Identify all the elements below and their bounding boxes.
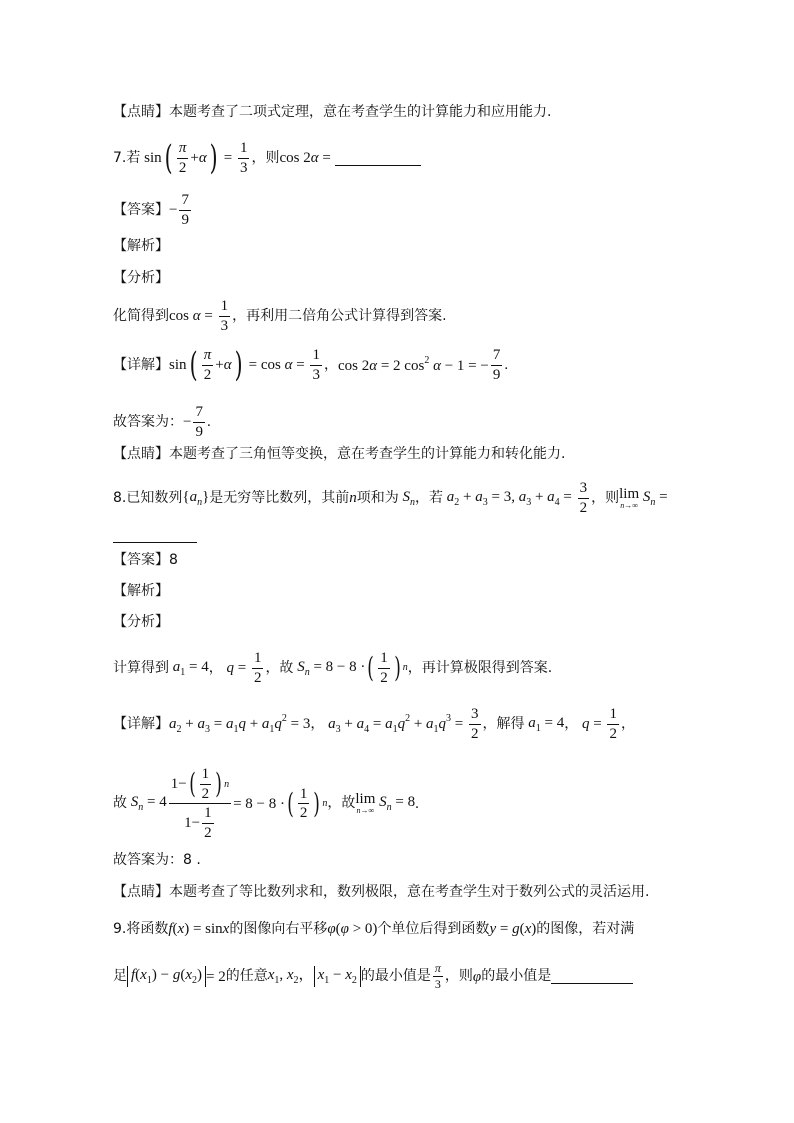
comma: ， — [564, 715, 579, 732]
frac-3-2: $\frac{3}{2}$ — [471, 706, 479, 742]
note-line-binomial — [113, 104, 694, 121]
rparen: ) — [393, 651, 401, 684]
frac-pi-2: $\frac{\pi}{2}$ — [203, 347, 212, 383]
period: . — [206, 414, 211, 430]
question-8 — [113, 480, 694, 516]
final-answer-8 — [113, 852, 694, 869]
detail-8 — [113, 706, 694, 742]
detail-7 — [113, 347, 694, 383]
lparen: ( — [367, 651, 375, 684]
q-eq: q = — [581, 716, 606, 732]
rparen: ) — [209, 138, 218, 178]
question-9-cont — [113, 962, 694, 991]
big-frac — [169, 766, 231, 841]
phi: φ(φ > 0) — [327, 921, 378, 937]
frac-1-2: $\frac{1}{2}$ — [380, 650, 388, 686]
a1-eq: $a_1 = 4$ — [528, 714, 565, 734]
an8-b: ，故 — [265, 659, 294, 676]
lparen: ( — [287, 786, 294, 820]
lparen: ( — [164, 138, 173, 178]
answer-blank[interactable] — [113, 528, 197, 543]
note-text: 【点睛】本题考查了二项式定理，意在考查学生的计算能力和应用能力. — [113, 104, 552, 120]
plus-alpha: +α — [190, 150, 207, 166]
analysis-label — [113, 238, 694, 255]
q7-then: ，则 — [251, 149, 280, 166]
answer-blank[interactable] — [551, 969, 633, 984]
minus: − — [183, 414, 192, 430]
answer-7 — [113, 192, 694, 228]
abs-expr: $f(x_1) - g(x_2)$ — [127, 966, 206, 987]
q8-c: 项和为 — [356, 489, 399, 506]
sin: sin — [169, 357, 187, 373]
sn-formula: $S_n = 8 - 8$ · — [297, 658, 366, 678]
q9-g: 的最小值是 — [360, 968, 431, 985]
eq2: $a_3 + a_4 = a_1q^2 + a_1q^3$ = — [328, 712, 467, 735]
q8-d: ，若 — [415, 489, 444, 506]
q8-a: 8.已知数列 — [113, 489, 183, 506]
fx: f(x) = sinx — [168, 921, 230, 937]
note-text: 【点睛】本题考查了三角恒等变换，意在考查学生的计算能力和转化能力. — [113, 446, 566, 462]
minus: − — [169, 202, 178, 218]
n: n — [349, 490, 357, 506]
sum-formula-8 — [113, 766, 694, 841]
q9-a: 9.将函数 — [113, 920, 169, 937]
frac-1-3: $\frac{1}{3}$ — [312, 347, 320, 383]
exp-n: n — [402, 662, 408, 673]
solve-text: ，解得 — [482, 715, 525, 732]
lparen: ( — [189, 345, 198, 385]
detail-label: 【详解】 — [113, 715, 169, 732]
q9-e: 足 — [113, 968, 127, 985]
sn-eq: $S_n$ = — [642, 488, 668, 508]
q8-e: ，则 — [591, 489, 620, 506]
analysis-8 — [113, 650, 694, 686]
answer-blank-line — [113, 528, 694, 543]
jiexi-text: 【解析】 — [113, 238, 169, 254]
eq-cos: = cos α = — [244, 357, 309, 373]
answer-blank[interactable] — [335, 151, 421, 166]
fenxi-label — [113, 270, 694, 287]
big-frac-den: 1− $\frac{1}{2}$ — [184, 805, 212, 841]
seq-an: $\{a_n\}$ — [182, 488, 210, 508]
frac-pi-2: $\frac{\pi}{2}$ — [178, 140, 187, 176]
question-7 — [113, 140, 694, 176]
eq-2: = 2 — [205, 968, 226, 985]
question-9 — [113, 920, 694, 938]
frac-3-2: $\frac{3}{2}$ — [579, 480, 588, 516]
frac-1-2: $\frac{1}{2}$ — [253, 650, 262, 686]
q9-h: ，则 — [444, 968, 473, 985]
comma: ， — [208, 659, 223, 676]
abs-diff: $x_1 - x_2$ — [314, 966, 361, 987]
gu2: ，故 — [327, 795, 356, 812]
an7-b: ，再利用二倍角公式计算得到答案. — [232, 307, 447, 324]
answer-label: 【答案】 — [113, 201, 169, 218]
answer-8 — [113, 552, 694, 569]
q9-b: 的图像向右平移 — [229, 920, 328, 937]
q7-equation: sin — [140, 150, 162, 166]
frac-7-9: $\frac{7}{9}$ — [492, 347, 501, 383]
q9-c: 个单位后得到函数 — [377, 920, 490, 937]
gx: y = g(x) — [489, 921, 537, 937]
eq-8: = 8 − 8 · — [233, 795, 285, 812]
note-line-trig — [113, 446, 694, 463]
comma: ， — [310, 715, 325, 732]
an8-c: ，再计算极限得到答案. — [407, 659, 553, 676]
an8-a: 计算得到 — [113, 659, 169, 676]
fenxi-label — [113, 614, 694, 631]
rparen: ) — [313, 786, 321, 820]
x1x2: $x_1$, $x_2$， — [267, 967, 314, 987]
note-text: 【点睛】本题考查了等比数列求和，数列极限，意在考查学生对于数列公式的灵活运用. — [113, 884, 650, 900]
frac-7-9: $\frac{7}{9}$ — [181, 192, 189, 228]
comma: ， — [620, 715, 635, 732]
cos2a-expr: cos 2α = 2 $\cos^2 \alpha - 1$ = − — [337, 355, 489, 374]
q9-f: 的任意 — [225, 968, 268, 985]
plus-alpha: +α — [215, 357, 232, 373]
detail-label: 【详解】 — [113, 356, 169, 373]
q7-prefix: 7.若 — [113, 149, 141, 166]
final-answer-7 — [113, 404, 694, 440]
q9-d: 的图像，若对满 — [536, 920, 635, 937]
q-eq: q = — [226, 660, 250, 676]
gu-ans-label: 故答案为： — [113, 413, 183, 430]
lim: lim n→∞ — [355, 791, 376, 815]
equals: = — [220, 150, 236, 166]
analysis-7 — [113, 298, 694, 334]
sn: $S_n$ — [402, 488, 416, 508]
comma: ， — [323, 356, 338, 373]
an7-a: 化简得到 — [113, 307, 169, 324]
analysis-label — [113, 583, 694, 600]
exp-n: n — [322, 797, 328, 809]
frac-7-9: $\frac{7}{9}$ — [195, 404, 203, 440]
answer-label: 【答案】8 — [113, 552, 178, 568]
sn-eq4: $S_n = 4$ — [130, 794, 167, 813]
a1-eq: $a_1 = 4$ — [172, 658, 209, 678]
cos2a: cos 2α = — [279, 150, 335, 166]
sn-limit: $S_n = 8$ — [379, 794, 416, 813]
big-frac-num: 1− ( $\frac{1}{2}$ ) n — [169, 766, 231, 804]
fenxi-text: 【分析】 — [113, 270, 169, 286]
cos-alpha: cos α = — [169, 308, 217, 324]
jiexi-text: 【解析】 — [113, 583, 169, 599]
phi-sym: φ — [472, 968, 482, 985]
period: . — [504, 357, 509, 373]
gu-ans8: 故答案为：8 . — [113, 852, 201, 868]
frac-1-2: $\frac{1}{2}$ — [609, 706, 617, 742]
condition: $a_2 + a_3 = 3$, $a_3 + a_4$ = — [446, 488, 576, 508]
frac-1-3: $\frac{1}{3}$ — [239, 140, 248, 176]
frac-1-3: $\frac{1}{3}$ — [220, 298, 229, 334]
lim: lim n→∞ — [619, 485, 640, 510]
frac-1-2: $\frac{1}{2}$ — [299, 785, 308, 821]
fenxi-text: 【分析】 — [113, 614, 169, 630]
period: . — [415, 795, 419, 812]
q8-b: 是无穷等比数列，其前 — [209, 489, 350, 506]
gu: 故 — [113, 795, 127, 812]
eq1: $a_2 + a_3 = a_1q + a_1q^2 = 3$ — [169, 712, 311, 735]
note-line-seq — [113, 884, 694, 901]
q9-i: 的最小值是 — [481, 968, 552, 985]
rparen: ) — [234, 345, 243, 385]
frac-pi-3: $\frac{\pi}{3}$ — [434, 961, 441, 992]
